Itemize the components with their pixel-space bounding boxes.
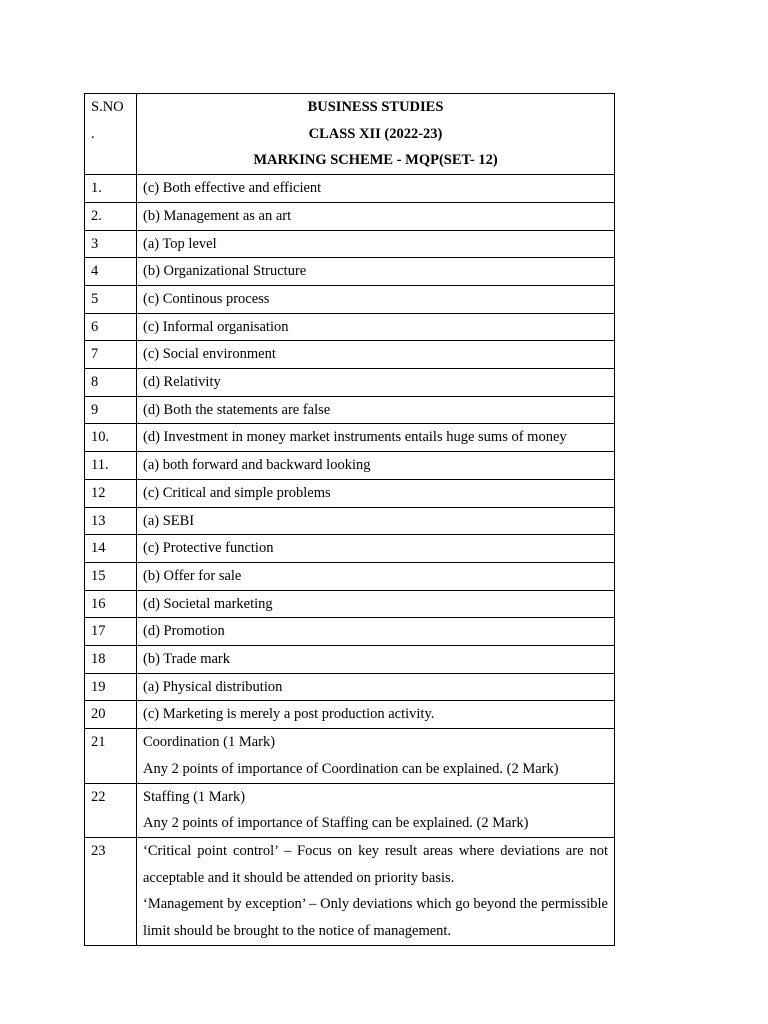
- table-row: [85, 258, 615, 286]
- question-number: 2.: [85, 202, 137, 230]
- answer-line: Coordination (1 Mark): [143, 734, 276, 751]
- answer-cell: [137, 313, 615, 341]
- table-row: [85, 369, 615, 397]
- marking-scheme-table: [84, 93, 615, 946]
- table-row: [85, 729, 615, 783]
- table-row: [85, 701, 615, 729]
- answer-cell: [137, 424, 615, 452]
- answer-line: (a) Top level: [143, 235, 217, 252]
- question-number: 17: [85, 618, 137, 646]
- answer-line: (a) Physical distribution: [143, 678, 283, 695]
- answer-cell: [137, 535, 615, 563]
- sno-header-cell: [85, 94, 137, 175]
- table-row: [85, 618, 615, 646]
- question-number: 11.: [85, 452, 137, 480]
- question-number: 10.: [85, 424, 137, 452]
- question-number: 19: [85, 673, 137, 701]
- table-row: [85, 285, 615, 313]
- subject-title: BUSINESS STUDIES: [307, 99, 444, 115]
- answer-cell: [137, 729, 615, 783]
- answer-cell: [137, 258, 615, 286]
- question-number: 22: [85, 783, 137, 837]
- answer-line: (d) Investment in money market instruments entails huge sums of money: [143, 429, 567, 446]
- answer-cell: [137, 452, 615, 480]
- table-row: [85, 230, 615, 258]
- answer-cell: [137, 837, 615, 945]
- answer-cell: [137, 783, 615, 837]
- answer-line: (a) both forward and backward looking: [143, 457, 371, 474]
- sno-label: S.NO: [91, 99, 124, 115]
- table-row: [85, 837, 615, 945]
- answer-line: (b) Trade mark: [143, 651, 230, 668]
- question-number: 18: [85, 646, 137, 674]
- answer-cell: [137, 590, 615, 618]
- table-row: [85, 424, 615, 452]
- question-number: 7: [85, 341, 137, 369]
- answer-paragraph: ‘Critical point control’ – Focus on key result areas where deviations are not acceptable and it should be attended on priority basis.: [143, 842, 608, 886]
- question-number: 21: [85, 729, 137, 783]
- answer-cell: [137, 646, 615, 674]
- table-row: [85, 590, 615, 618]
- question-number: 15: [85, 562, 137, 590]
- answer-line: (c) Continous process: [143, 290, 270, 307]
- answer-cell: [137, 369, 615, 397]
- sno-label-dot: .: [91, 125, 95, 142]
- answer-line: (a) SEBI: [143, 512, 195, 529]
- answer-line: (c) Marketing is merely a post production activity.: [143, 706, 435, 723]
- question-number: 13: [85, 507, 137, 535]
- answer-line: (d) Both the statements are false: [143, 401, 331, 418]
- answer-cell: [137, 175, 615, 203]
- table-row: [85, 562, 615, 590]
- table-row: [85, 313, 615, 341]
- answer-line: (c) Protective function: [143, 540, 274, 557]
- question-number: 4: [85, 258, 137, 286]
- answer-line: (b) Management as an art: [143, 207, 292, 224]
- question-number: 12: [85, 479, 137, 507]
- question-number: 16: [85, 590, 137, 618]
- answer-line: Any 2 points of importance of Staffing can be explained. (2 Mark): [143, 815, 529, 832]
- answer-cell: [137, 701, 615, 729]
- table-row: [85, 535, 615, 563]
- question-number: 1.: [85, 175, 137, 203]
- title-cell: [137, 94, 615, 175]
- question-number: 5: [85, 285, 137, 313]
- table-header-row: [85, 94, 615, 175]
- table-row: [85, 396, 615, 424]
- table-row: [85, 673, 615, 701]
- answer-line: (c) Social environment: [143, 346, 276, 363]
- answer-line: (b) Offer for sale: [143, 567, 242, 584]
- question-number: 23: [85, 837, 137, 945]
- question-number: 8: [85, 369, 137, 397]
- answer-cell: [137, 507, 615, 535]
- answer-cell: [137, 341, 615, 369]
- answer-line: (d) Promotion: [143, 623, 225, 640]
- answer-cell: [137, 285, 615, 313]
- answer-cell: [137, 479, 615, 507]
- answer-line: Staffing (1 Mark): [143, 788, 246, 805]
- answer-line: (c) Informal organisation: [143, 318, 289, 335]
- answer-line: Any 2 points of importance of Coordination can be explained. (2 Mark): [143, 760, 559, 777]
- answer-line: (b) Organizational Structure: [143, 263, 307, 280]
- answer-cell: [137, 202, 615, 230]
- table-row: [85, 479, 615, 507]
- answer-cell: [137, 562, 615, 590]
- question-number: 20: [85, 701, 137, 729]
- question-number: 6: [85, 313, 137, 341]
- table-row: [85, 202, 615, 230]
- table-row: [85, 452, 615, 480]
- table-row: [85, 341, 615, 369]
- answer-line: (c) Both effective and efficient: [143, 180, 322, 197]
- question-number: 3: [85, 230, 137, 258]
- answer-cell: [137, 618, 615, 646]
- answer-line: (d) Relativity: [143, 374, 221, 391]
- answer-line: (d) Societal marketing: [143, 595, 273, 612]
- question-number: 9: [85, 396, 137, 424]
- table-row: [85, 783, 615, 837]
- answer-line: (c) Critical and simple problems: [143, 484, 331, 501]
- question-number: 14: [85, 535, 137, 563]
- answer-paragraph: ‘Management by exception’ – Only deviations which go beyond the permissible limit should be brought to the notice of management.: [143, 896, 608, 940]
- table-row: [85, 175, 615, 203]
- table-row: [85, 646, 615, 674]
- answer-cell: [137, 230, 615, 258]
- scheme-title: MARKING SCHEME - MQP(SET- 12): [253, 152, 498, 169]
- table-row: [85, 507, 615, 535]
- class-title: CLASS XII (2022-23): [308, 125, 443, 142]
- answer-cell: [137, 396, 615, 424]
- answer-cell: [137, 673, 615, 701]
